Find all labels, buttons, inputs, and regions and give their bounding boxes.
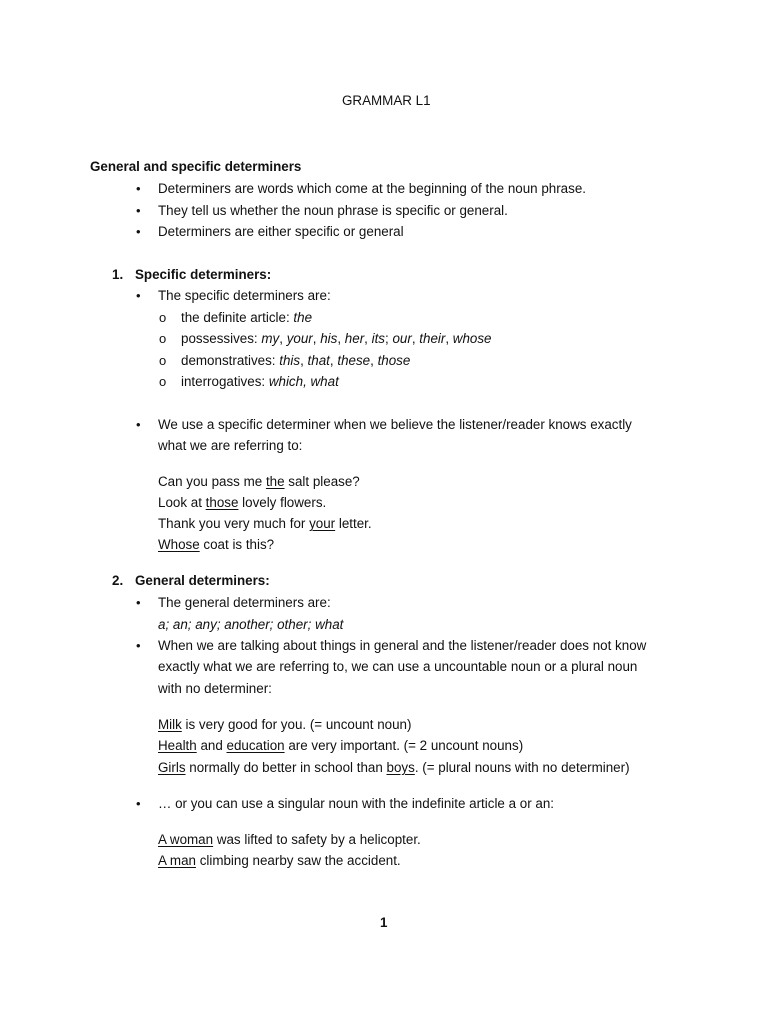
section-1-title: Specific determiners: [135, 267, 272, 282]
section-1-number: 1. [112, 267, 124, 282]
specific-example-4: Whose coat is this? [158, 537, 275, 552]
circle-glyph: o [159, 331, 167, 346]
specific-example-3: Thank you very much for your letter. [158, 516, 372, 531]
bullet-glyph: • [136, 417, 141, 432]
item-interrogatives: interrogatives: which, what [181, 374, 339, 389]
item-possessives: possessives: my, your, his, her, its; our, their, whose [181, 331, 492, 346]
general-example-5: A man climbing nearby saw the accident. [158, 853, 401, 868]
general-lead: The general determiners are: [158, 595, 331, 610]
page-number: 1 [380, 915, 388, 930]
bullet-glyph: • [136, 796, 141, 811]
bullet-glyph: • [136, 203, 141, 218]
general-example-4: A woman was lifted to safety by a helicopter. [158, 832, 421, 847]
circle-glyph: o [159, 374, 167, 389]
section-2-number: 2. [112, 573, 124, 588]
general-example-3: Girls normally do better in school than boys. (= plural nouns with no determiner) [158, 760, 630, 775]
intro-bullet-2: They tell us whether the noun phrase is specific or general. [158, 203, 508, 218]
general-example-2: Health and education are very important. (= 2 uncount nouns) [158, 738, 524, 753]
section-heading: General and specific determiners [90, 159, 302, 174]
circle-glyph: o [159, 353, 167, 368]
bullet-glyph: • [136, 595, 141, 610]
general-use-line-3: with no determiner: [158, 681, 272, 696]
item-demonstratives: demonstratives: this, that, these, those [181, 353, 411, 368]
bullet-glyph: • [136, 638, 141, 653]
general-use-line-1: When we are talking about things in general and the listener/reader does not know [158, 638, 647, 653]
bullet-glyph: • [136, 224, 141, 239]
intro-bullet-3: Determiners are either specific or general [158, 224, 404, 239]
page-title: GRAMMAR L1 [342, 93, 431, 108]
bullet-glyph: • [136, 288, 141, 303]
specific-lead: The specific determiners are: [158, 288, 331, 303]
bullet-glyph: • [136, 181, 141, 196]
specific-use-line-1: We use a specific determiner when we believe the listener/reader knows exactly [158, 417, 632, 432]
general-or-line: … or you can use a singular noun with the indefinite article a or an: [158, 796, 554, 811]
specific-example-1: Can you pass me the salt please? [158, 474, 360, 489]
item-definite-article: the definite article: the [181, 310, 313, 325]
intro-bullet-1: Determiners are words which come at the beginning of the noun phrase. [158, 181, 586, 196]
general-use-line-2: exactly what we are referring to, we can use a uncountable noun or a plural noun [158, 659, 638, 674]
circle-glyph: o [159, 310, 167, 325]
general-list: a; an; any; another; other; what [158, 617, 344, 632]
section-2-title: General determiners: [135, 573, 270, 588]
general-example-1: Milk is very good for you. (= uncount noun) [158, 717, 412, 732]
specific-example-2: Look at those lovely flowers. [158, 495, 327, 510]
specific-use-line-2: what we are referring to: [158, 438, 303, 453]
